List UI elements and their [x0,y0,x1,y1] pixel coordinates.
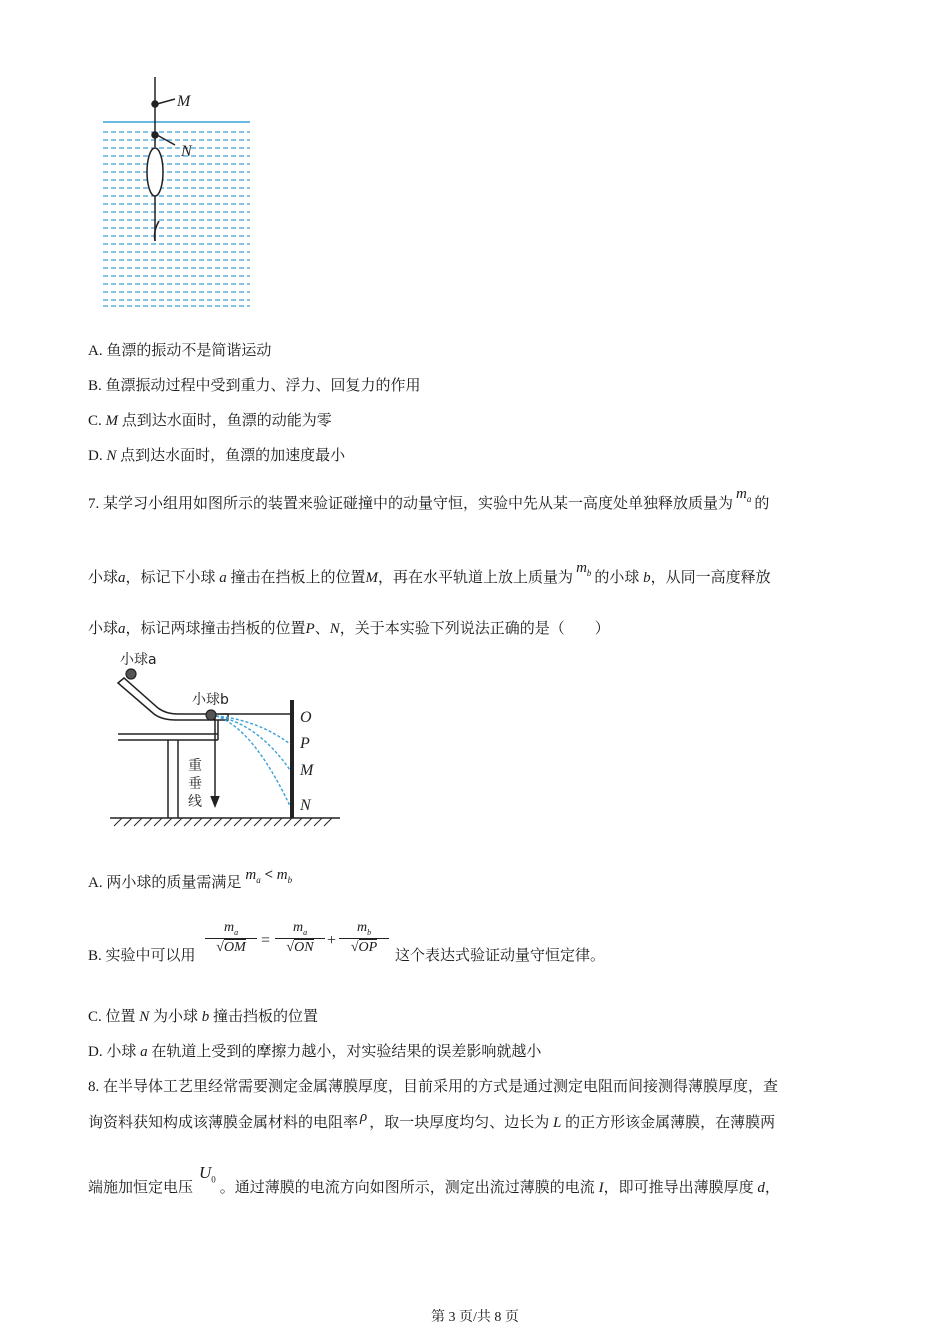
q6-option-b: B. 鱼漂振动过程中受到重力、浮力、回复力的作用 [88,378,421,394]
q7-option-b-suffix: 这个表达式验证动量守恒定律。 [395,948,606,964]
fraction-a-om: $\frac{m_a}{√OM}$ [205,920,257,956]
q7-option-b-formula [205,920,390,970]
q6-option-a: A. 鱼漂的振动不是简谐运动 [88,343,272,359]
label-ball-a: 小球a [120,652,157,668]
q7-line3: 小球a，标记两球撞击挡板的位置P、N，关于本实验下列说法正确的是（ ） [88,621,610,637]
fraction-b-op: $\frac{m_b}{√OP}$ [339,920,389,956]
q6-option-d: D. N 点到达水面时，鱼漂的加速度最小 [88,448,346,464]
q7-option-b-text: B. 实验中可以用 [88,948,196,964]
trajectories [216,716,290,806]
q8-line2: 询资料获知构成该薄膜金属材料的电阻率 ρ ，取一块厚度均匀、边长为 L 的正方形该金属薄膜，在薄膜两 [88,1109,776,1131]
q8-line3: 端施加恒定电压$U_0$。通过薄膜的电流方向如图所示，测定出流过薄膜的电流 I，即可推导出薄膜厚度 d， [88,1163,780,1196]
q7-option-d: D. 小球 a 在轨道上受到的摩擦力越小，对实验结果的误差影响就越小 [88,1044,542,1060]
label-plumb-3: 线 [188,794,202,810]
q6-option-c: C. M 点到达水面时，鱼漂的动能为零 [88,413,332,429]
q7-line1: 7. 某学习小组用如图所示的装置来验证碰撞中的动量守恒，实验中先从某一高度处单独释放质量为$m_a$ 的 [88,486,770,512]
label-plumb-2: 垂 [188,776,202,792]
label-o: O [300,709,312,726]
label-n: N [300,797,311,814]
collision-apparatus-figure [108,648,343,833]
float-figure [95,75,265,315]
label-ball-b: 小球b [192,692,229,708]
q7-option-c: C. 位置 N 为小球 b 撞击挡板的位置 [88,1009,319,1025]
q7-option-a: A. 两小球的质量需满足 $m_a < m_b$ [88,867,293,891]
q7-line2: 小球a，标记下小球 a 撞击在挡板上的位置M，再在水平轨道上放上质量为$m_b$ 的小球 b，从同一高度释放 [88,560,771,586]
label-m: M [177,93,191,110]
q8-line1: 8. 在半导体工艺里经常需要测定金属薄膜厚度，目前采用的方式是通过测定电阻而间接测得薄膜厚度，查 [88,1079,779,1095]
ball-a [126,669,136,679]
equals-sign: = [261,932,271,949]
ball-b [206,710,216,720]
fraction-a-on: $\frac{m_a}{√ON}$ [275,920,325,956]
label-m: M [300,762,314,779]
plus-sign: + [327,932,337,949]
label-p: P [300,735,310,752]
float-body [147,77,175,241]
label-plumb-1: 重 [188,758,202,774]
water-lines [103,122,250,306]
label-n: N [181,143,192,160]
page-footer: 第 3 页/共 8 页 [431,1310,519,1325]
